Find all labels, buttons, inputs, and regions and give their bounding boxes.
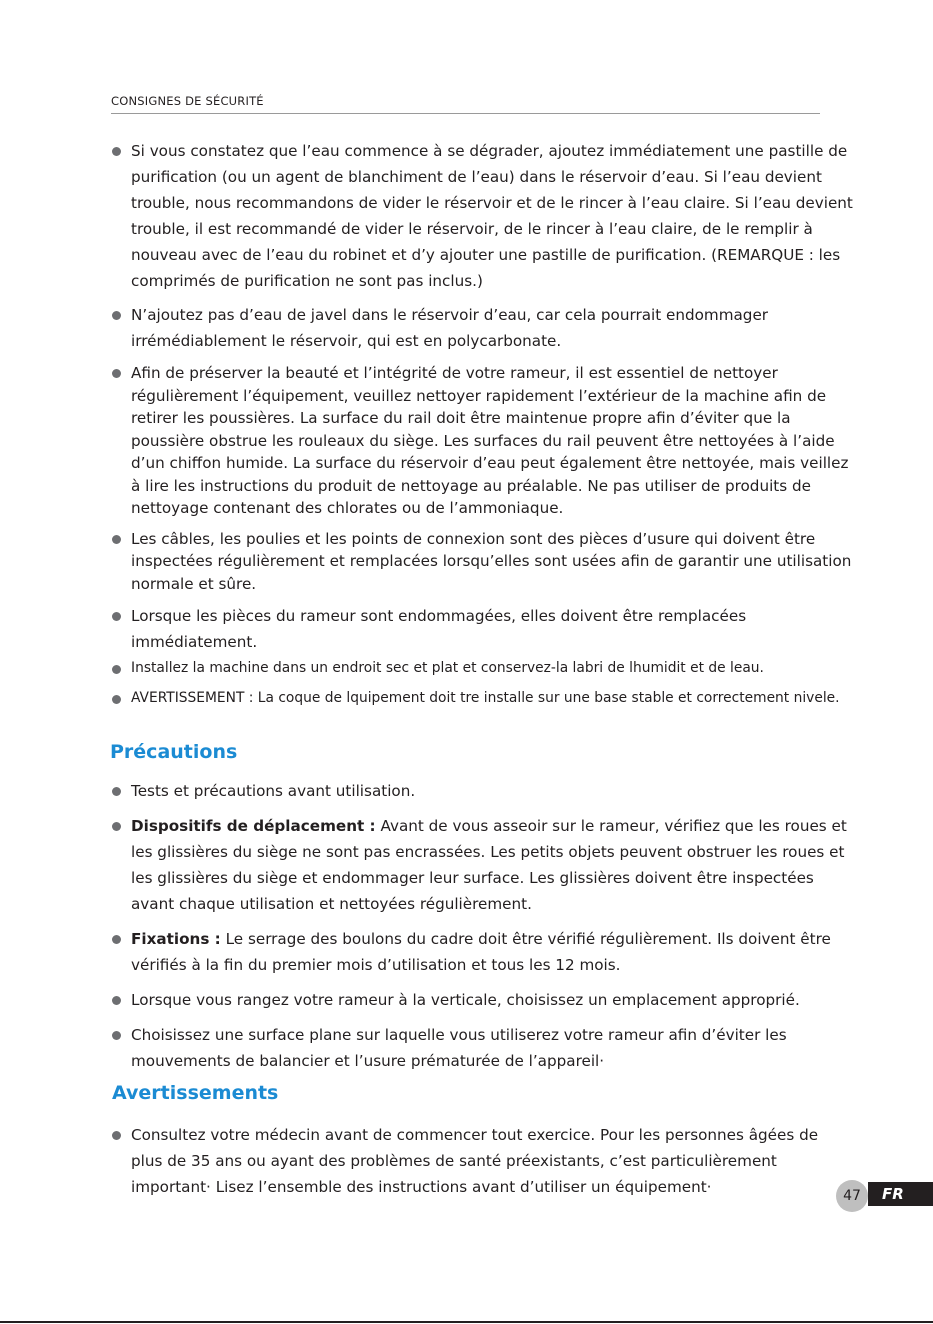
list-item bbox=[0, 302, 933, 354]
language-tab: FR bbox=[868, 1182, 933, 1206]
header-divider bbox=[111, 113, 820, 114]
bottom-divider bbox=[0, 1321, 933, 1323]
list-item-text: Avant de vous asseoir sur le rameur, vérifiez que les roues et les glissières du siège ne sont pas encrassées. Les petits objets peuvent obstruer les roues et les glissières du siège et endommager leur surface. Les glissières doivent être inspectées avant chaque utilisation et nettoyées régulièrement. bbox=[131, 817, 847, 913]
precautions-heading: Précautions bbox=[110, 741, 238, 763]
list-item-text: Tests et précautions avant utilisation. bbox=[131, 782, 416, 800]
list-item bbox=[0, 362, 933, 520]
bullet-icon bbox=[112, 787, 121, 796]
list-item bbox=[0, 813, 933, 917]
list-item-text: AVERTISSEMENT : La coque de lquipement doit tre installe sur une base stable et correctement nivele. bbox=[131, 690, 840, 706]
list-item bbox=[0, 528, 933, 596]
list-item-text: Choisissez une surface plane sur laquelle vous utiliserez votre rameur afin d’éviter les mouvements de balancier et l’usure prématurée de l’appareil· bbox=[131, 1026, 787, 1070]
bullet-icon bbox=[112, 311, 121, 320]
list-item-text: Installez la machine dans un endroit sec et plat et conservez-la labri de lhumidit et de leau. bbox=[131, 660, 764, 676]
precautions-list bbox=[0, 778, 933, 1074]
page-number: 47 bbox=[836, 1180, 868, 1212]
warnings-heading: Avertissements bbox=[112, 1082, 279, 1104]
list-item bbox=[0, 1122, 933, 1200]
bullet-icon bbox=[112, 935, 121, 944]
list-item bbox=[0, 778, 933, 804]
list-item bbox=[0, 1022, 933, 1074]
list-item bbox=[0, 987, 933, 1013]
list-item bbox=[0, 687, 933, 709]
list-item-text: Les câbles, les poulies et les points de connexion sont des pièces d’usure qui doivent être inspectées régulièrement et remplacées lorsqu’elles sont usées afin de garantir une utilisation normale et sûre. bbox=[131, 529, 852, 593]
bullet-icon bbox=[112, 147, 121, 156]
bullet-icon bbox=[112, 665, 121, 674]
bullet-icon bbox=[112, 612, 121, 621]
bullet-icon bbox=[112, 535, 121, 544]
bullet-icon bbox=[112, 369, 121, 378]
list-item-text: Si vous constatez que l’eau commence à se dégrader, ajoutez immédiatement une pastille de purification (ou un agent de blanchiment de l’eau) dans le réservoir d’eau. Si l’eau devient trouble, nous recommandons de vider le réservoir et de le rincer à l’eau claire. Si l’eau devient trouble, il est recommandé de vider le réservoir, de le rincer à l’eau claire, de le remplir à nouveau avec de l’eau du robinet et d’y ajouter une pastille de purification. (REMARQUE : les comprimés de purification ne sont pas inclus.) bbox=[131, 142, 853, 290]
bullet-icon bbox=[112, 822, 121, 831]
list-item-text: Consultez votre médecin avant de commencer tout exercice. Pour les personnes âgées de plus de 35 ans ou ayant des problèmes de santé préexistants, c’est particulièrement important· Lisez l’ensemble des instructions avant d’utiliser un équipement· bbox=[131, 1126, 819, 1196]
list-item bbox=[0, 926, 933, 978]
list-item-text: Lorsque vous rangez votre rameur à la verticale, choisissez un emplacement approprié. bbox=[131, 991, 800, 1009]
list-item bbox=[0, 657, 933, 679]
bullet-icon bbox=[112, 1031, 121, 1040]
bullet-icon bbox=[112, 996, 121, 1005]
list-item bbox=[0, 138, 933, 294]
safety-list bbox=[0, 138, 933, 709]
bullet-icon bbox=[112, 695, 121, 704]
list-item-text: N’ajoutez pas d’eau de javel dans le réservoir d’eau, car cela pourrait endommager irrémédiablement le réservoir, qui est en polycarbonate. bbox=[131, 306, 769, 350]
bullet-icon bbox=[112, 1131, 121, 1140]
list-item-text: Afin de préserver la beauté et l’intégrité de votre rameur, il est essentiel de nettoyer régulièrement l’équipement, veuillez nettoyer rapidement l’extérieur de la machine afin de retirer les poussières. La surface du rail doit être maintenue propre afin d’éviter que la poussière obstrue les rouleaux du siège. Les surfaces du rail peuvent être nettoyées à l’aide d’un chiffon humide. La surface du réservoir d’eau peut également être nettoyée, mais veillez à lire les instructions du produit de nettoyage au préalable. Ne pas utiliser de produits de nettoyage contenant des chlorates ou de l’ammoniaque. bbox=[131, 364, 849, 517]
list-item-text: Le serrage des boulons du cadre doit être vérifié régulièrement. Ils doivent être vérifiés à la fin du premier mois d’utilisation et tous les 12 mois. bbox=[131, 930, 831, 974]
list-item-text: Lorsque les pièces du rameur sont endommagées, elles doivent être remplacées immédiatement. bbox=[131, 607, 747, 651]
list-item-label: Fixations : bbox=[131, 930, 221, 948]
list-item bbox=[0, 603, 933, 655]
list-item-label: Dispositifs de déplacement : bbox=[131, 817, 376, 835]
warnings-list bbox=[0, 1122, 933, 1200]
page-header: CONSIGNES DE SÉCURITÉ bbox=[111, 94, 264, 108]
